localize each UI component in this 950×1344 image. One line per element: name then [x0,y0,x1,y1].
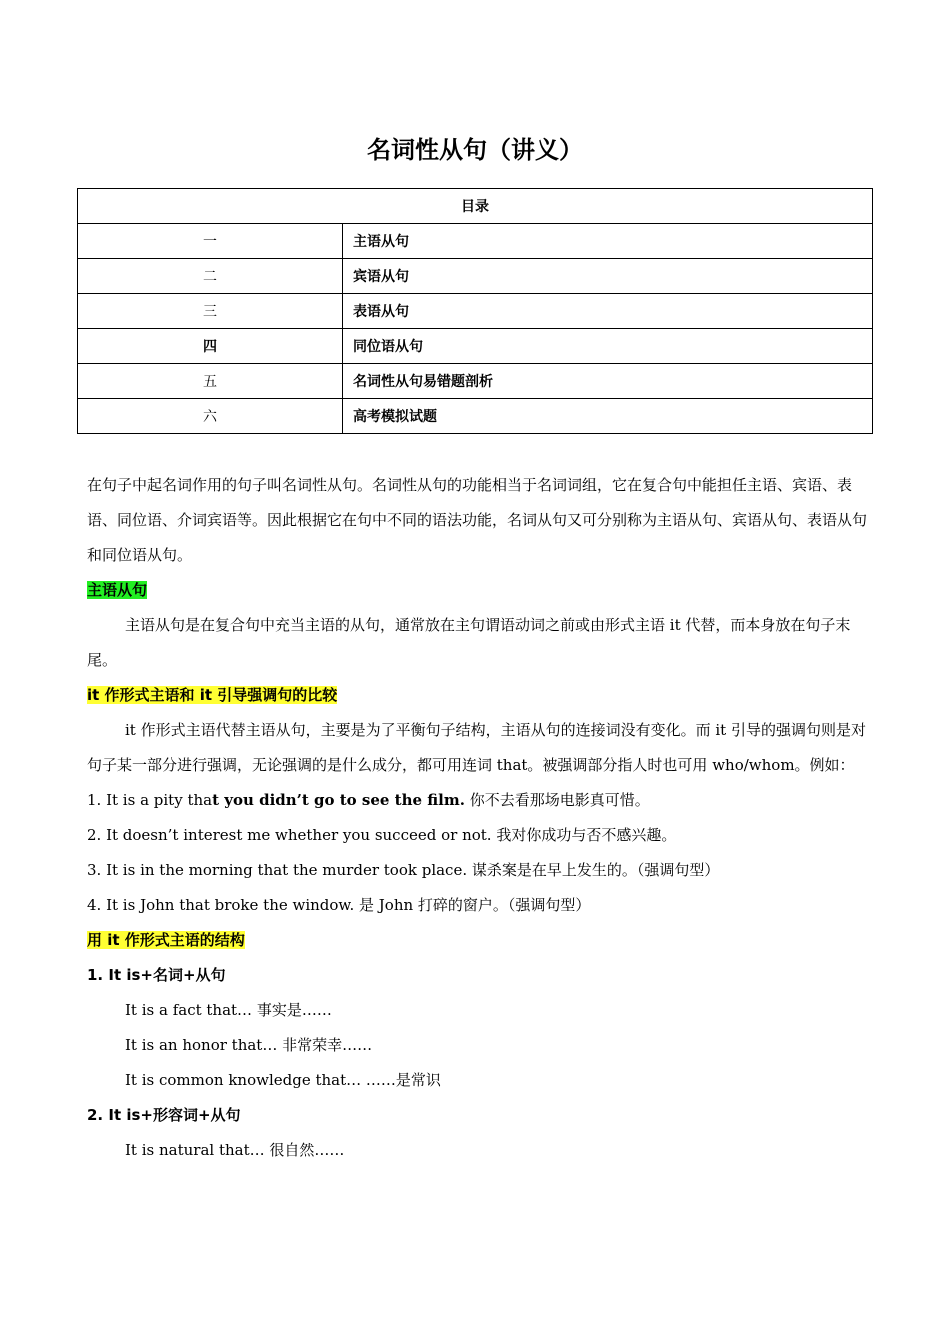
toc-row [78,364,873,399]
structure-subheading: 1. It is+名词+从句 [87,966,226,984]
toc-label: 主语从句 [343,224,873,259]
toc-label: 名词性从句易错题剖析 [343,364,873,399]
example-text: 1. It is a pity tha [87,791,213,809]
example-translation: 你不去看那场电影真可惜。 [464,791,650,809]
structure-example: It is common knowledge that… ……是常识 [125,1071,441,1089]
toc-header: 目录 [78,189,873,224]
toc-label: 高考模拟试题 [343,399,873,434]
toc-row [78,259,873,294]
toc-num: 一 [78,224,343,259]
page-title: 名词性从句（讲义） [367,136,583,164]
toc-row [78,399,873,434]
example-bold-text: t you didn’t go to see the film. [212,791,465,809]
toc-num: 三 [78,294,343,329]
toc-num: 四 [78,329,343,364]
toc-header-row [78,189,873,224]
toc-label: 宾语从句 [343,259,873,294]
toc-num: 二 [78,259,343,294]
subject-clause-desc: 主语从句是在复合句中充当主语的从句，通常放在主句谓语动词之前或由形式主语 it 代替，而本身放在句子末尾。 [87,616,851,669]
toc-num: 五 [78,364,343,399]
intro-paragraph: 在句子中起名词作用的句子叫名词性从句。名词性从句的功能相当于名词词组，它在复合句中能担任主语、宾语、表语、同位语、介词宾语等。因此根据它在句中不同的语法功能，名词从句又可分别称为主语从句、宾语从句、表语从句和同位语从句。 [87,476,868,564]
toc-num: 六 [78,399,343,434]
toc-table [77,188,873,434]
structure-example: It is natural that… 很自然…… [125,1141,345,1159]
example-item [87,783,877,818]
section-heading [87,923,877,958]
toc-row [78,224,873,259]
structure-subheading: 2. It is+形容词+从句 [87,1106,241,1124]
it-structure-heading: 用 it 作形式主语的结构 [87,931,245,949]
section-heading [87,573,877,608]
toc-label: 表语从句 [343,294,873,329]
section-heading [87,678,877,713]
example-item: 4. It is John that broke the window. 是 John 打碎的窗户。（强调句型） [87,896,591,914]
toc-row [78,329,873,364]
toc-row [78,294,873,329]
it-comparison-desc: it 作形式主语代替主语从句，主要是为了平衡句子结构，主语从句的连接词没有变化。而 it 引导的强调句则是对句子某一部分进行强调，无论强调的是什么成分，都可用连词 that。被强调部分指人时也可用 who/whom。例如： [87,721,866,774]
subject-clause-heading: 主语从句 [87,581,148,599]
toc-label: 同位语从句 [343,329,873,364]
structure-example: It is a fact that… 事实是…… [125,1001,332,1019]
document-body [87,468,877,1168]
example-item: 3. It is in the morning that the murder took place. 谋杀案是在早上发生的。（强调句型） [87,861,720,879]
it-comparison-heading: it 作形式主语和 it 引导强调句的比较 [87,686,338,704]
example-item: 2. It doesn’t interest me whether you succeed or not. 我对你成功与否不感兴趣。 [87,826,677,844]
structure-example: It is an honor that… 非常荣幸…… [125,1036,373,1054]
